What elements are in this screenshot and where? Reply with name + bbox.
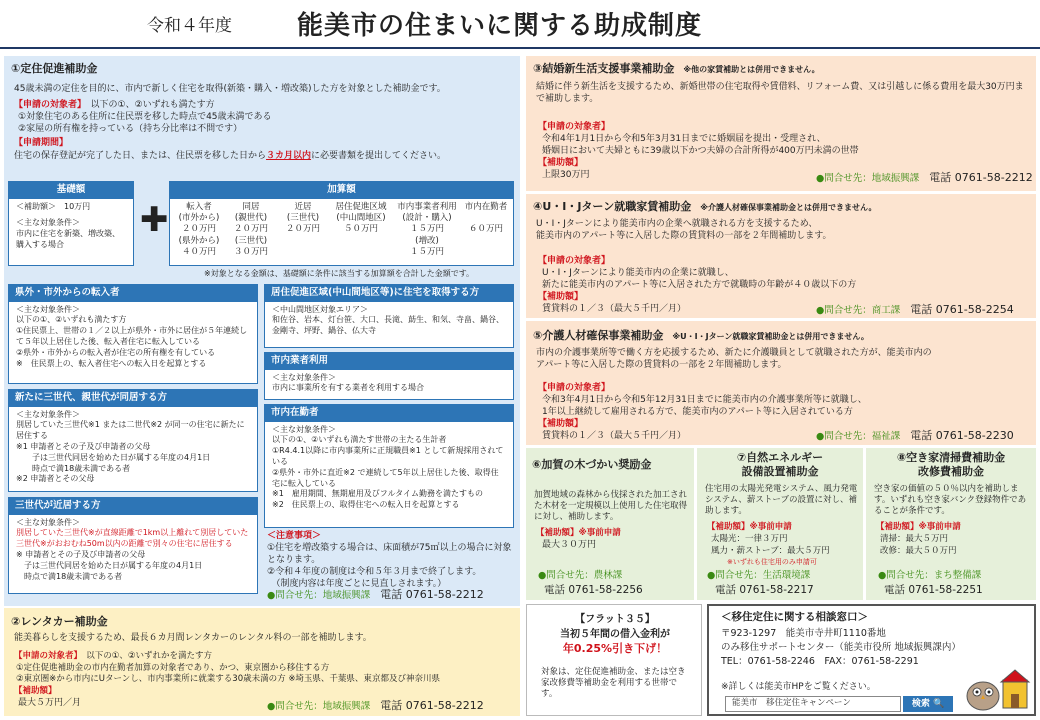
flat35-title: 【フラット３５】 <box>575 614 655 625</box>
panel-desc: アパート等に入居した際の賃貸料の一部を２年間補助します。 <box>536 360 787 370</box>
panel-settlement-subsidy <box>4 56 520 606</box>
note-line: ①住宅を増改築する場合は、床面積が75㎡以上の場合に対象となります。 <box>267 542 512 565</box>
contact-line: ●問合せ先：地域振興課 電話 0761-58-2212 <box>267 588 484 601</box>
box-line: 以下の①、②いずれも満たす世帯の主たる生計者 <box>272 435 447 445</box>
add-col-5: 市内在勤者 ６０万円 <box>464 202 508 235</box>
condition-1: 令和4年1月1日から令和5年3月31日までに婚姻届を提出・受理され、 <box>542 134 826 144</box>
panel-title: ⑧空き家清掃費補助金 <box>896 451 1006 464</box>
condition-1: ①対象住宅のある住所に住民票を移した時点で45歳未満である <box>18 112 272 122</box>
condition-1: 令和3年4月1日から令和5年12月31日までに能美市内の介護事業所等に就職し、 <box>542 395 867 405</box>
amount-value: 風力・薪ストーブ：最大５万円 <box>711 546 830 556</box>
header-rule <box>0 47 1040 49</box>
additional-amount-box <box>169 181 514 266</box>
condition-2: 1年以上継続して雇用される方で、能美市内のアパート等に入居されている方 <box>542 407 853 417</box>
box-line: 別居していた三世代※1 または二世代※2 が同一の住宅に新たに居住する <box>16 420 245 441</box>
amount-label: 【補助額】※事前申請 <box>536 528 621 538</box>
amount-value: 清掃：最大５万円 <box>880 534 949 544</box>
panel-title: 設備設置補助金 <box>741 465 819 478</box>
panel-desc: 能美市内のアパート等に入居した際の賃貸料の一部を２年間補助します。 <box>536 231 832 241</box>
panel-title: ②レンタカー補助金 <box>11 615 108 628</box>
target-label: 【申請の対象者】 <box>538 122 611 132</box>
box-line: ＜中山間地区対象エリア＞ <box>272 304 368 314</box>
notes-section <box>267 531 517 590</box>
add-col-4: 市内事業者利用 (設計・購入) １５万円 (増改) １５万円 <box>397 202 457 257</box>
box-title: 居住促進区域(中山間地区等)に住宅を取得する方 <box>265 285 513 302</box>
target-line: 【申請の対象者】 以下の①、②いずれかを満たす方 <box>14 651 213 661</box>
period-label: 【申請期間】 <box>14 138 69 148</box>
box-line: ※ 住民票上の、転入者住宅への転入日を起算とする <box>16 358 207 368</box>
box-line: ＜主な対象条件＞ <box>272 424 336 434</box>
tel: 電話 0761-58-2256 <box>544 584 643 596</box>
box-line: ②県外・市外に直近※2 で連続して5年以上居住した後、取得住宅に転入している <box>272 467 499 488</box>
search-icon: 🔍 <box>932 699 945 709</box>
panel-title: ⑦自然エネルギー <box>736 451 824 464</box>
panel-kaga-wood-incentive <box>526 448 694 600</box>
base-amount-box <box>8 181 134 266</box>
box-line: 時点で満18歳未満である者 <box>16 571 123 581</box>
box-line: ②県外・市外からの転入者が住宅の所有権を有している <box>16 347 216 357</box>
panel-desc: 加賀地域の森林から伐採された加工された木材を一定規模以上使用した住宅取得に対し、補助します。 <box>534 490 688 523</box>
amount-value: 最大３０万円 <box>542 540 597 550</box>
box-title: 三世代が近居する方 <box>9 498 257 515</box>
box-title: 県外・市外からの転入者 <box>9 285 257 302</box>
box-line: 子は三世代同居を始めた日が属する年度の4月1日 <box>16 560 203 570</box>
amount-value: 改修：最大５０万円 <box>880 546 957 556</box>
panel-consultation-window <box>707 604 1036 716</box>
contact: ●問合せ先：まち整備課 <box>878 570 982 581</box>
target-label: 【申請の対象者】 <box>538 256 611 266</box>
box-line: 以下の①、②いずれも満たす方 <box>16 315 127 325</box>
mascot-illustration <box>961 666 1031 712</box>
panel-title: ⑥加賀の木づかい奨励金 <box>532 458 652 471</box>
panel-title-line: ④U・I・Jターン就職家賃補助金 ※介護人材確保事業補助金とは併用できません。 <box>533 200 877 213</box>
panel-desc: 市内の介護事業所等で働く方を応援するため、新たに介護職員として就職された方が、能美市内の <box>536 348 932 358</box>
amount-value: 賃貸料の１／３（最大５千円／月） <box>542 304 687 314</box>
box-line: ＜主な対象条件＞ <box>16 517 80 527</box>
target-line: 【申請の対象者】 以下の①、②いずれも満たす方 <box>14 100 215 110</box>
box-line: 別居していた三世代※が直線距離で1km以上離れて別居していた三世代※がおおむね50m以内の距離で別々の住宅に居住する <box>16 528 249 549</box>
panel-care-worker-subsidy <box>526 321 1036 445</box>
flat35-highlight: 年0.25%引き下げ！ <box>562 642 668 655</box>
tel: 電話 0761-58-2217 <box>715 584 814 596</box>
amount-value: 上限30万円 <box>542 170 590 180</box>
condition-2: 婚姻日において夫婦ともに39歳以下かつ夫婦の合計所得が400万円未満の世帯 <box>542 146 859 156</box>
notes-title: ＜注意事項＞ <box>267 531 322 541</box>
box-residence-promotion-area <box>264 284 514 348</box>
condition-2: ②東京圏※から市内にUターンし、市内事業所に就業する30歳未満の方 ※埼玉県、千葉県、東京都及び神奈川県 <box>16 674 440 684</box>
condition-1: U・I・Jターンにより能美市内の企業に就職し、 <box>542 268 734 278</box>
fiscal-year: 令和４年度 <box>147 16 232 36</box>
box-line: ①R4.4.1以降に市内事業所に正規職員※1 として新規採用されている <box>272 446 504 466</box>
box-line: 市内に事業所を有する業者を利用する場合 <box>272 383 424 393</box>
box-title: 市内業者利用 <box>265 353 513 370</box>
add-col-0: 転入者 (市外から) ２０万円 (県外から) ４０万円 <box>178 202 220 257</box>
box-title: 加算額 <box>170 182 513 199</box>
box-title: 基礎額 <box>9 182 133 199</box>
box-line: 時点で満18歳未満である者 <box>16 463 131 473</box>
panel-desc: 結婚に伴う新生活を支援するため、新婚世帯の住宅取得や賃借料、リフォーム費、又は引越しに係る費用を最大30万円まで補助します。 <box>536 82 1024 104</box>
amount-label: 【補助額】 <box>538 158 584 168</box>
amount-label: 【補助額】 <box>14 686 57 696</box>
panel-flat35 <box>526 604 702 716</box>
consult-address: 〒923-1297 能美市寺井町1110番地 <box>721 628 886 639</box>
note-line: ②令和４年度の制度は令和５年３月まで終了します。 <box>267 566 482 577</box>
box-line: ＜主な対象条件＞ <box>16 409 80 419</box>
box-three-generation-cohabit <box>8 389 258 492</box>
condition-1: ①定住促進補助金の市内在勤者加算の対象者であり、かつ、東京圏から移住する方 <box>16 663 330 673</box>
contact-line: ●問合せ先：地域振興課 電話 0761-58-2212 <box>267 699 484 712</box>
contact: ●問合せ先：農林課 <box>538 570 623 581</box>
box-three-generation-nearby <box>8 497 258 594</box>
base-amount: ＜補助額＞ 10万円 <box>16 201 91 211</box>
panel-marriage-subsidy <box>526 56 1036 191</box>
search-button-label: 検索 <box>911 699 930 709</box>
amount-value: 賃貸料の１／３（最大５千円／月） <box>542 431 687 441</box>
note-line: （制度内容は年度ごとに見直しされます。） <box>267 578 447 589</box>
box-line: ①住民票上、世帯の１／２以上が県外・市外に居住が５年連続して５年以上居住した後、転入者住宅に転入している <box>16 326 248 346</box>
search-button[interactable] <box>903 696 953 712</box>
contact: ●問合せ先：生活環境課 <box>707 570 811 581</box>
plus-icon: ✚ <box>140 200 169 240</box>
amount-note: ※いずれも住宅用のみ申請可 <box>727 558 817 566</box>
panel-desc: 住宅用の太陽光発電システム、風力発電システム、薪ストーブの設置に対し、補助します。 <box>705 484 858 517</box>
box-local-contractor <box>264 352 514 400</box>
base-cond: 市内に住宅を新築、増改築、購入する場合 <box>16 229 120 249</box>
box-line: ＜主な対象条件＞ <box>272 372 336 382</box>
consult-note: ※詳しくは能美市HPをご覧ください。 <box>721 682 876 692</box>
panel-title: ①定住促進補助金 <box>11 62 98 75</box>
panel-natural-energy-subsidy <box>697 448 863 600</box>
box-line: 和佐谷、岩本、灯台笹、大口、長滝、莇生、和気、寺畠、鍋谷、金剛寺、坪野、鍋谷、仏大寺 <box>272 315 504 336</box>
contact-line: ●問合せ先：福祉課 電話 0761-58-2230 <box>816 429 1014 442</box>
panel-desc: 45歳未満の定住を目的に、市内で新しく住宅を取得(新築・購入・増改築)した方を対象とした補助金です。 <box>14 84 446 94</box>
panel-uij-turn-subsidy <box>526 194 1036 318</box>
page-title: 能美市の住まいに関する助成制度 <box>297 11 703 41</box>
amount-label: 【補助額】 <box>538 292 584 302</box>
amount-label: 【補助額】※事前申請 <box>876 522 961 532</box>
consult-title: ＜移住定住に関する相談窓口＞ <box>721 611 868 623</box>
box-title: 市内在勤者 <box>265 405 513 422</box>
box-line: 子は三世代同居を始めた日が属する年度の4月1日 <box>16 452 211 462</box>
box-line: ＜主な対象条件＞ <box>16 304 80 314</box>
amount-value: 最大５万円／月 <box>18 698 82 708</box>
contact-line: ●問合せ先：商工課 電話 0761-58-2254 <box>816 303 1014 316</box>
base-cond-label: ＜主な対象条件＞ <box>16 218 80 228</box>
consult-address: のみ移住サポートセンター（能美市役所 地域振興課内） <box>721 642 961 653</box>
panel-rental-car-subsidy <box>4 608 520 716</box>
consult-phone: TEL：0761-58-2246 FAX：0761-58-2291 <box>721 656 919 667</box>
box-local-employee <box>264 404 514 528</box>
add-col-3: 居住促進区域 (中山間地区) ５０万円 <box>335 202 387 235</box>
add-col-1: 同居 (親世代) ２０万円 (三世代) ３０万円 <box>233 202 268 257</box>
panel-title-line: ③結婚新生活支援事業補助金 ※他の家賃補助とは併用できません。 <box>533 62 820 75</box>
contact-line: ●問合せ先：地域振興課 電話 0761-58-2212 <box>816 171 1033 184</box>
flat35-line: 当初５年間の借入金利が <box>560 629 670 640</box>
panel-desc: U・I・Jターンにより能美市内の企業へ就職される方を支援するため、 <box>536 219 818 229</box>
box-line: ※2 申請者とその父母 <box>16 474 95 484</box>
target-label: 【申請の対象者】 <box>538 383 611 393</box>
panel-desc: 能美暮らしを支援するため、最長６カ月間レンタカーのレンタル料の一部を補助します。 <box>14 633 372 643</box>
tel: 電話 0761-58-2251 <box>884 584 983 596</box>
amount-value: 太陽光：一律３万円 <box>711 534 788 544</box>
panel-title: 改修費補助金 <box>918 465 984 478</box>
amount-note: ※対象となる金額は、基礎額に条件に該当する加算額を合計した金額です。 <box>204 269 475 278</box>
panel-vacant-house-subsidy <box>866 448 1036 600</box>
condition-2: ②家屋の所有権を持っている（持ち分比率は不問です） <box>18 124 243 134</box>
condition-2: 新たに能美市内のアパート等に入居された方で就職時の年齢が４０歳以下の方 <box>542 280 857 290</box>
box-line: ※2 住民票上の、取得住宅への転入日を起算とする <box>272 500 460 510</box>
flat35-desc: 対象は、定住促進補助金、または空き家改修費等補助金を利用する世帯です。 <box>541 667 686 700</box>
box-line: ※ 申請者とその子及び申請者の父母 <box>16 549 146 559</box>
panel-title-line: ⑤介護人材確保事業補助金 ※U・I・Jターン就職家賃補助金とは併用できません。 <box>533 329 869 342</box>
panel-desc: 空き家の価値の５０％以内を補助します。いずれも空き家バンク登録物件であることが条件です。 <box>874 484 1027 517</box>
box-out-of-area-move-in <box>8 284 258 384</box>
amount-label: 【補助額】※事前申請 <box>707 522 792 532</box>
add-col-2: 近居 (三世代) ２０万円 <box>285 202 320 235</box>
box-title: 新たに三世代、親世代が同居する方 <box>9 390 257 407</box>
box-line: ※1 申請者とその子及び申請者の父母 <box>16 441 151 451</box>
search-input[interactable]: 能美市 移住定住キャンペーン <box>725 696 901 712</box>
period-text: 住宅の保存登記が完了した日、または、住民票を移した日から３カ月以内に必要書類を提出してください。 <box>14 151 447 161</box>
header <box>0 0 1040 50</box>
amount-label: 【補助額】 <box>538 419 584 429</box>
box-line: ※1 雇用期間、無期雇用及びフルタイム勤務を満たすもの <box>272 489 483 499</box>
